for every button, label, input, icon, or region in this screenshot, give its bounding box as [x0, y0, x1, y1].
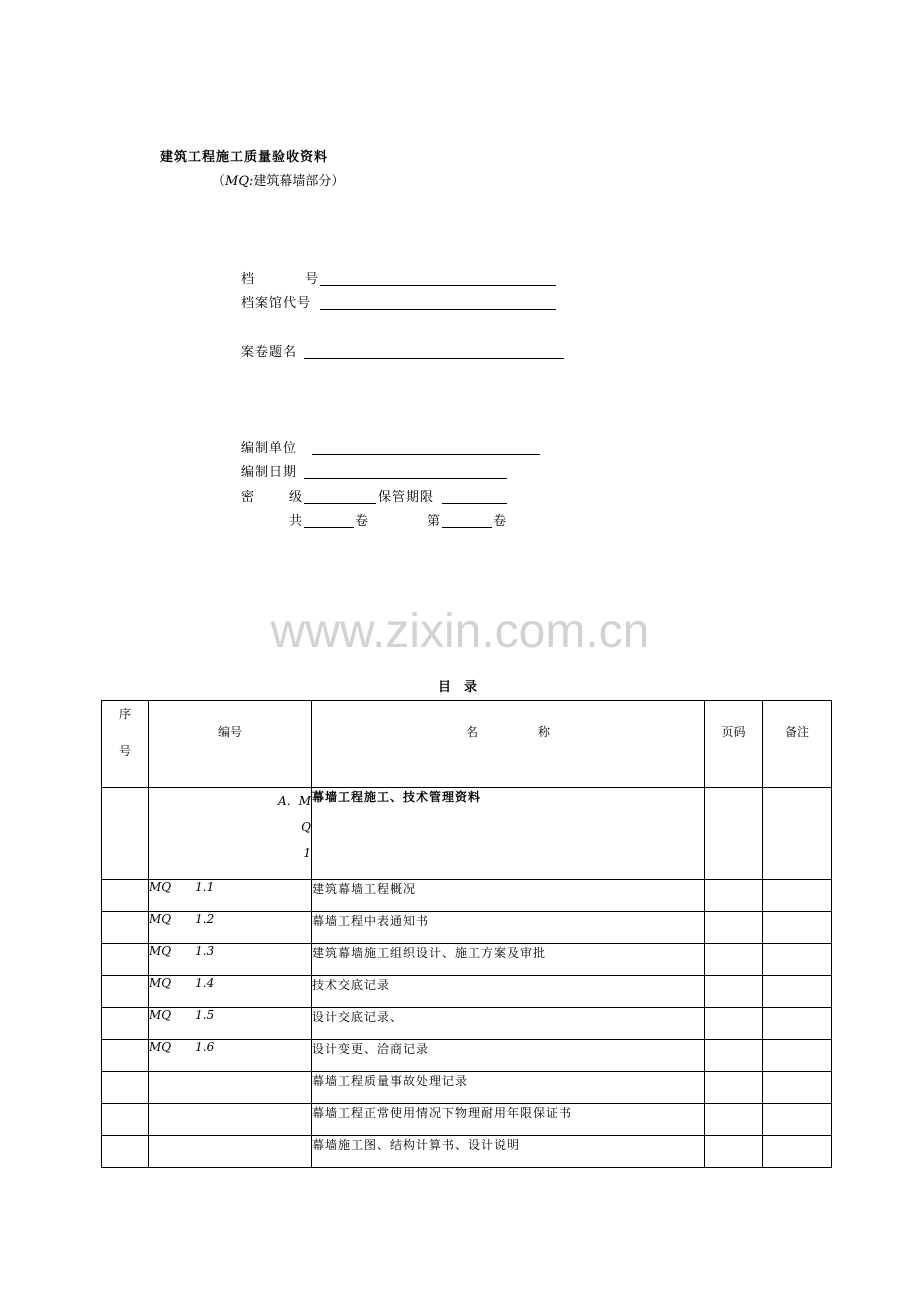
table-row	[102, 1040, 832, 1072]
table-row	[102, 944, 832, 976]
row-note	[763, 1040, 832, 1072]
section-seq	[102, 788, 149, 880]
row-note	[763, 1072, 832, 1104]
secret-label-a: 密	[241, 490, 256, 505]
header-name	[312, 701, 705, 788]
toc-table	[101, 700, 832, 1168]
total-label-b: 卷	[355, 514, 370, 529]
unit-label: 编制单位	[241, 441, 298, 456]
row-name: 幕墙工程中表通知书	[312, 912, 705, 944]
retention-label: 保管期限	[378, 490, 435, 505]
section-note	[763, 788, 832, 880]
row-code	[149, 1008, 312, 1040]
row-seq	[102, 912, 149, 944]
total-line	[304, 527, 354, 528]
table-row	[102, 1072, 832, 1104]
archive-no-label-a: 档	[241, 272, 256, 287]
row-code	[149, 1136, 312, 1168]
nth-label-a: 第	[427, 514, 442, 529]
row-code-num: 1.3	[195, 944, 215, 958]
subtitle-open: （	[212, 174, 226, 189]
row-note	[763, 1136, 832, 1168]
row-code	[149, 976, 312, 1008]
row-seq	[102, 1104, 149, 1136]
archive-code-label: 档案馆代号	[241, 296, 312, 311]
row-page	[705, 912, 763, 944]
toc-body	[102, 880, 832, 1168]
table-row	[102, 1104, 832, 1136]
row-page	[705, 1008, 763, 1040]
row-code-num: 1.2	[195, 912, 215, 926]
section-code-1: A．M	[278, 794, 311, 808]
row-code-prefix: MQ	[149, 1008, 172, 1022]
row-seq	[102, 1136, 149, 1168]
row-page	[705, 944, 763, 976]
row-page	[705, 976, 763, 1008]
date-line	[304, 478, 507, 479]
case-title-label: 案卷题名	[241, 345, 298, 360]
header-name-a: 名	[465, 725, 478, 739]
row-page	[705, 1136, 763, 1168]
date-label: 编制日期	[241, 465, 298, 480]
row-name: 建筑幕墙工程概况	[312, 880, 705, 912]
section-name: 幕墙工程施工、技术管理资料	[312, 788, 705, 880]
row-name: 设计交底记录、	[312, 1008, 705, 1040]
row-code-num: 1.1	[195, 880, 215, 894]
row-page	[705, 880, 763, 912]
row-name: 幕墙工程质量事故处理记录	[312, 1072, 705, 1104]
row-note	[763, 1104, 832, 1136]
row-code-prefix: MQ	[149, 1040, 172, 1054]
row-code-prefix: MQ	[149, 880, 172, 894]
row-seq	[102, 1040, 149, 1072]
row-name: 幕墙工程正常使用情况下物理耐用年限保证书	[312, 1104, 705, 1136]
table-row	[102, 912, 832, 944]
section-page	[705, 788, 763, 880]
total-label-a: 共	[289, 514, 304, 529]
table-row	[102, 1136, 832, 1168]
header-seq	[102, 701, 149, 788]
archive-code-line	[320, 309, 556, 310]
row-code-num: 1.6	[195, 1040, 215, 1054]
row-code	[149, 944, 312, 976]
watermark-text: www.zixin.com.cn	[270, 605, 650, 658]
section-code	[149, 788, 312, 880]
row-code-prefix: MQ	[149, 912, 172, 926]
row-code-num: 1.5	[195, 1008, 215, 1022]
row-note	[763, 912, 832, 944]
row-seq	[102, 1072, 149, 1104]
row-name: 幕墙施工图、结构计算书、设计说明	[312, 1136, 705, 1168]
row-page	[705, 1040, 763, 1072]
header-seq-a: 序	[118, 707, 131, 721]
archive-no-line	[320, 285, 556, 286]
archive-no-label-b: 号	[305, 272, 320, 287]
document-title: 建筑工程施工质量验收资料	[160, 150, 329, 165]
row-note	[763, 944, 832, 976]
row-seq	[102, 880, 149, 912]
row-code	[149, 1040, 312, 1072]
secret-line	[304, 503, 376, 504]
row-code	[149, 1072, 312, 1104]
toc-header-row	[102, 701, 832, 788]
nth-label-b: 卷	[493, 514, 508, 529]
row-name: 建筑幕墙施工组织设计、施工方案及审批	[312, 944, 705, 976]
row-code-prefix: MQ	[149, 976, 172, 990]
toc-section-row	[102, 788, 832, 880]
row-code-num: 1.4	[195, 976, 215, 990]
row-seq	[102, 944, 149, 976]
section-code-2: Q	[301, 820, 311, 834]
header-seq-b: 号	[118, 744, 131, 758]
row-name: 设计变更、洽商记录	[312, 1040, 705, 1072]
row-seq	[102, 976, 149, 1008]
table-row	[102, 1008, 832, 1040]
row-code	[149, 912, 312, 944]
case-title-line	[304, 358, 564, 359]
document-subtitle	[212, 170, 344, 189]
table-row	[102, 880, 832, 912]
row-name: 技术交底记录	[312, 976, 705, 1008]
table-row	[102, 976, 832, 1008]
header-code: 编号	[149, 701, 312, 788]
row-page	[705, 1072, 763, 1104]
row-note	[763, 976, 832, 1008]
row-code	[149, 1104, 312, 1136]
retention-line	[442, 503, 507, 504]
secret-label-b: 级	[289, 490, 304, 505]
unit-line	[312, 454, 540, 455]
toc-title: 目 录	[438, 680, 478, 695]
row-code-prefix: MQ	[149, 944, 172, 958]
row-seq	[102, 1008, 149, 1040]
row-code	[149, 880, 312, 912]
row-note	[763, 880, 832, 912]
header-note: 备注	[763, 701, 832, 788]
row-page	[705, 1104, 763, 1136]
section-code-3: 1	[303, 846, 311, 860]
row-note	[763, 1008, 832, 1040]
header-name-b: 称	[538, 725, 551, 739]
subtitle-text: 建筑幕墙部分）	[253, 174, 345, 189]
nth-line	[442, 527, 492, 528]
header-page: 页码	[705, 701, 763, 788]
subtitle-code: MQ:	[225, 174, 254, 189]
